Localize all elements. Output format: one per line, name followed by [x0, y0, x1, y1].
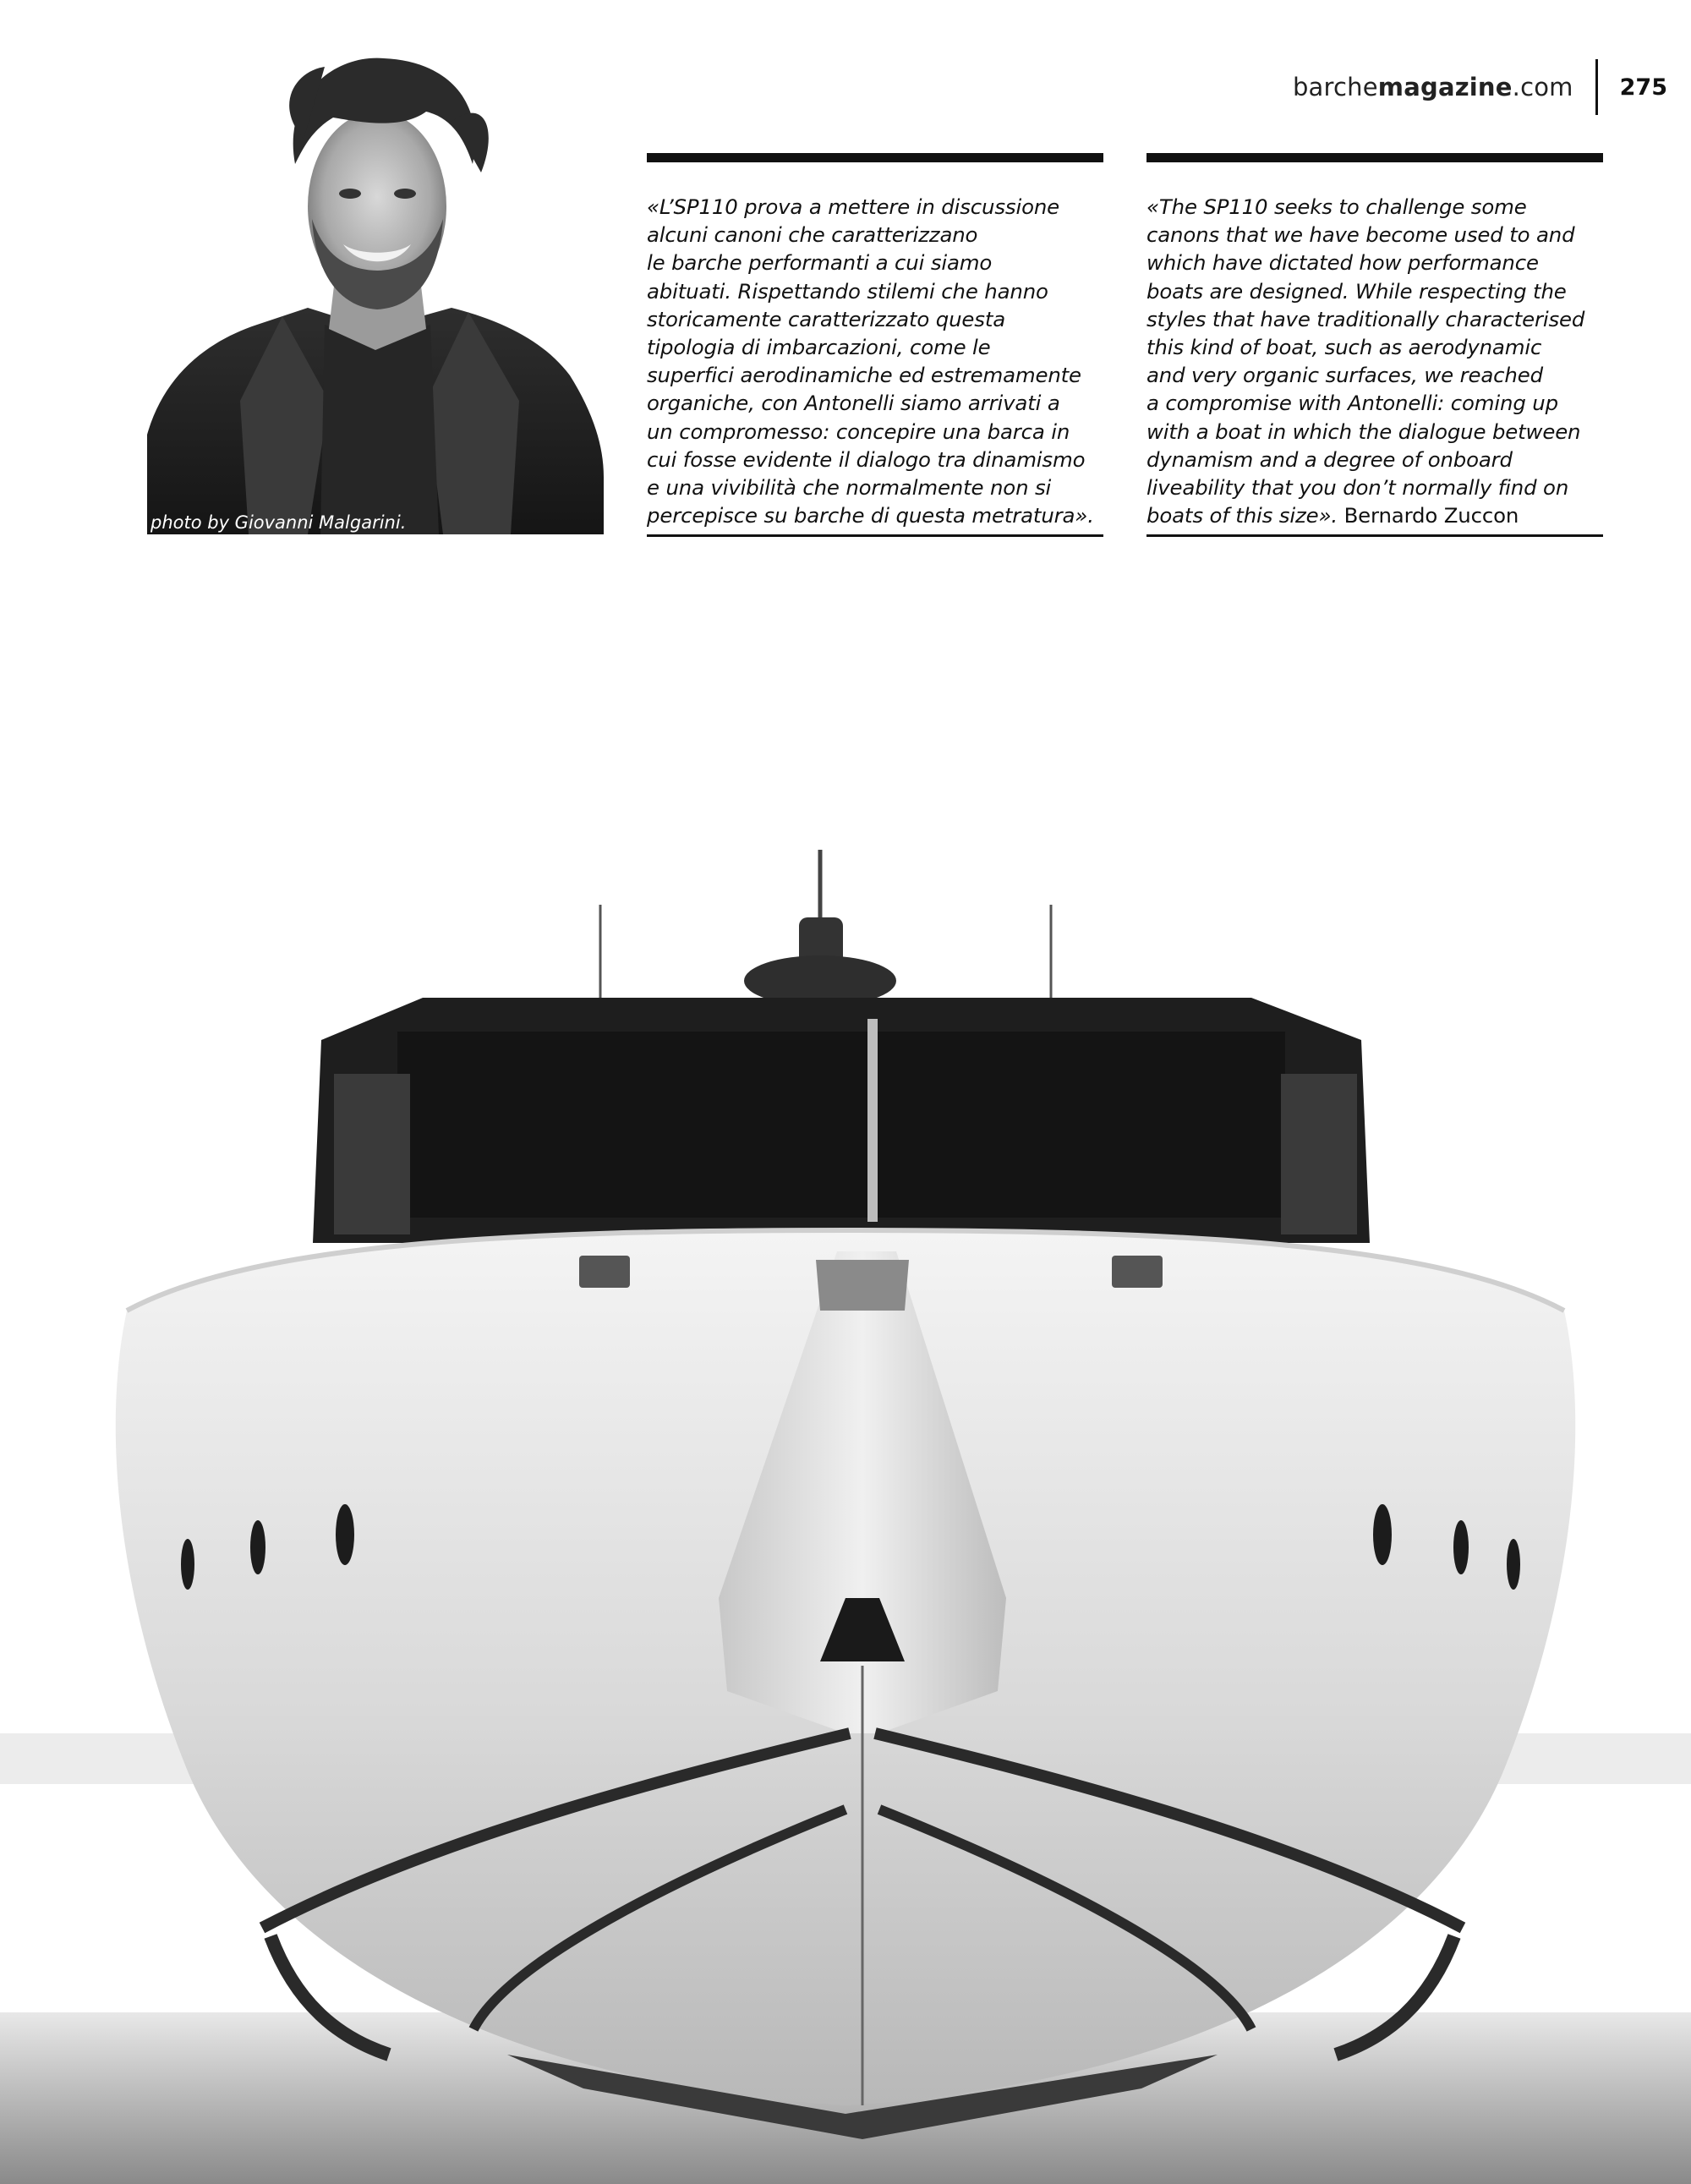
- quote-column-english: [1146, 153, 1603, 537]
- page-header: [1293, 66, 1667, 108]
- portrait-image: [147, 37, 604, 534]
- quote-english-text: «The SP110 seeks to challenge some canons that we have become used to and which have dictated how performance boats are designed. While respecting the styles that have traditionally characterised this kind of boat, such as aerodynamic and very organic surfaces, we reached a compromise with Antonelli: coming up with a boat in which the dialogue between dynamism and a degree of onboard liveability that you don’t normally find on boats of this size».: [1146, 194, 1585, 528]
- photo-caption: photo by Giovanni Malgarini.: [150, 512, 407, 533]
- quote-author: Bernardo Zuccon: [1338, 503, 1519, 528]
- site-name: [1293, 73, 1573, 101]
- portrait-photo: [147, 37, 604, 534]
- header-divider: [1595, 59, 1598, 115]
- column-top-rule: [1146, 153, 1603, 162]
- boat-photo: [0, 837, 1691, 2184]
- site-suffix: .com: [1512, 73, 1573, 101]
- column-bottom-rule: [1146, 534, 1603, 537]
- quote-italian: «L’SP110 prova a mettere in discussione alcuni canoni che caratterizzano le barche performanti a cui siamo abituati. Rispettando stilemi che hanno storicamente caratterizzato questa tipologia di imbarcazioni, come le superfici aerodinamiche ed estremamente organiche, con Antonelli siamo arrivati a un compromesso: concepire una barca in cui fosse evidente il dialogo tra dinamismo e una vivibilità che normalmente non si percepisce su barche di questa metratura».: [647, 194, 1094, 528]
- column-bottom-rule: [647, 534, 1103, 537]
- site-prefix: barche: [1292, 73, 1378, 101]
- page-number: 275: [1619, 74, 1667, 101]
- quote-english: [1146, 193, 1603, 529]
- quote-column-italian: [647, 153, 1103, 537]
- site-bold: magazine: [1377, 73, 1513, 101]
- column-top-rule: [647, 153, 1103, 162]
